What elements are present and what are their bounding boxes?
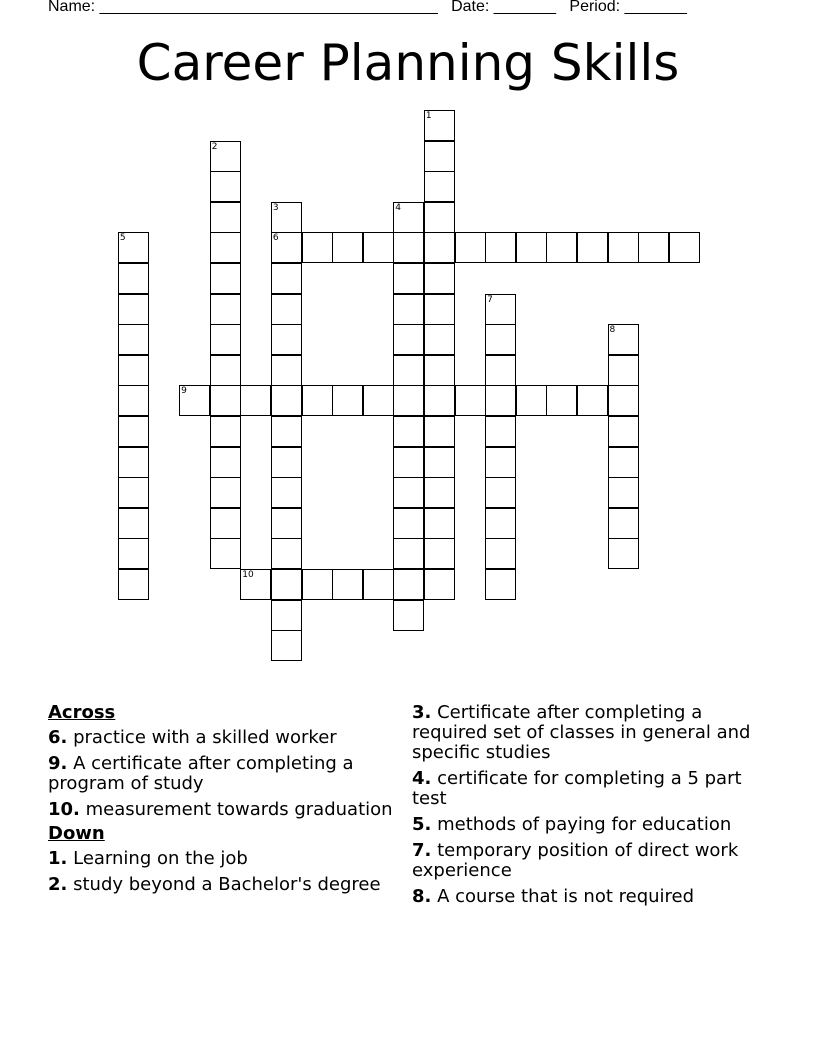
crossword-cell[interactable] — [424, 447, 455, 478]
crossword-cell[interactable] — [393, 569, 424, 600]
crossword-cell[interactable] — [271, 538, 302, 569]
crossword-cell[interactable] — [302, 232, 333, 263]
crossword-cell[interactable] — [485, 324, 516, 355]
cell-number: 10 — [242, 570, 254, 580]
crossword-cell[interactable] — [608, 416, 639, 447]
crossword-cell[interactable] — [210, 232, 241, 263]
page-title: Career Planning Skills — [136, 34, 680, 92]
clue-across-9: 9. A certificate after completing a program of study — [48, 753, 354, 794]
crossword-cell[interactable] — [424, 355, 455, 386]
crossword-cell[interactable] — [424, 385, 455, 416]
crossword-cell[interactable] — [393, 385, 424, 416]
crossword-cell[interactable] — [210, 324, 241, 355]
crossword-cell[interactable] — [118, 416, 149, 447]
crossword-cell[interactable] — [424, 416, 455, 447]
crossword-cell[interactable] — [546, 385, 577, 416]
cell-number: 1 — [425, 111, 432, 121]
crossword-cell[interactable] — [393, 294, 424, 325]
clue-down-1: 1. Learning on the job — [48, 848, 248, 869]
crossword-cell[interactable] — [669, 232, 700, 263]
clue-down-7: 7. temporary position of direct work experience — [412, 840, 739, 881]
crossword-cell[interactable] — [577, 385, 608, 416]
crossword-cell[interactable] — [210, 538, 241, 569]
crossword-cell[interactable] — [485, 538, 516, 569]
crossword-cell[interactable] — [118, 477, 149, 508]
crossword-cell[interactable] — [302, 569, 333, 600]
crossword-cell[interactable] — [210, 355, 241, 386]
crossword-cell[interactable] — [240, 385, 271, 416]
crossword-cell[interactable] — [271, 447, 302, 478]
crossword-cell[interactable] — [424, 569, 455, 600]
crossword-cell[interactable] — [485, 385, 516, 416]
crossword-cell[interactable] — [455, 232, 486, 263]
crossword-cell[interactable] — [271, 600, 302, 631]
crossword-cell[interactable] — [393, 416, 424, 447]
crossword-cell[interactable] — [210, 477, 241, 508]
crossword-cell[interactable] — [393, 324, 424, 355]
crossword-cell[interactable] — [210, 508, 241, 539]
cell-number: 7 — [487, 294, 493, 305]
clue-across-10: 10. measurement towards graduation — [48, 799, 393, 820]
crossword-cell[interactable] — [210, 416, 241, 447]
clue-across-6: 6. practice with a skilled worker — [48, 727, 337, 748]
crossword-cell[interactable] — [118, 263, 149, 294]
crossword-cell[interactable] — [516, 232, 547, 263]
crossword-cell[interactable] — [393, 477, 424, 508]
cell-number: 9 — [181, 386, 187, 397]
crossword-cell[interactable] — [485, 477, 516, 508]
crossword-cell[interactable] — [424, 508, 455, 539]
crossword-cell[interactable] — [271, 324, 302, 355]
crossword-cell[interactable] — [271, 569, 302, 600]
crossword-cell[interactable] — [608, 538, 639, 569]
cell-number: 6 — [272, 233, 279, 244]
crossword-cell[interactable] — [118, 324, 149, 355]
crossword-cell[interactable] — [608, 385, 639, 416]
crossword-cell[interactable] — [210, 447, 241, 478]
crossword-cell[interactable] — [363, 232, 394, 263]
crossword-cell[interactable] — [393, 202, 424, 233]
crossword-cell[interactable] — [485, 447, 516, 478]
crossword-cell[interactable] — [271, 202, 302, 233]
crossword-cell[interactable] — [271, 630, 302, 661]
crossword-cell[interactable] — [271, 508, 302, 539]
crossword-cell[interactable] — [424, 477, 455, 508]
crossword-cell[interactable] — [332, 569, 363, 600]
crossword-cell[interactable] — [210, 141, 241, 172]
date-blank: _______ — [493, 0, 557, 15]
down-heading: Down — [48, 823, 105, 844]
crossword-cell[interactable] — [485, 569, 516, 600]
crossword-cell[interactable] — [118, 569, 149, 600]
crossword-cell[interactable] — [210, 171, 241, 202]
crossword-cell[interactable] — [363, 569, 394, 600]
crossword-cell[interactable] — [608, 355, 639, 386]
crossword-cell[interactable] — [118, 538, 149, 569]
clue-down-8: 8. A course that is not required — [412, 886, 695, 907]
crossword-cell[interactable] — [424, 171, 455, 202]
crossword-cell[interactable] — [118, 447, 149, 478]
date-label: Date: — [451, 0, 490, 15]
period-label: Period: — [569, 0, 621, 15]
crossword-cell[interactable] — [271, 294, 302, 325]
cell-number: 8 — [609, 325, 616, 336]
crossword-cell[interactable] — [271, 385, 302, 416]
crossword-cell[interactable] — [424, 538, 455, 569]
crossword-cell[interactable] — [210, 385, 241, 416]
crossword-cell[interactable] — [485, 294, 516, 325]
period-blank: _______ — [624, 0, 687, 15]
crossword-cell[interactable] — [608, 232, 639, 263]
crossword-cell[interactable] — [118, 385, 149, 416]
cell-number: 5 — [119, 233, 126, 244]
crossword-cell[interactable] — [393, 263, 424, 294]
crossword-cell[interactable] — [608, 477, 639, 508]
crossword-cell[interactable] — [608, 508, 639, 539]
name-label: Name: — [48, 0, 96, 15]
crossword-cell[interactable] — [210, 294, 241, 325]
cell-number: 3 — [272, 202, 279, 213]
crossword-cell[interactable] — [271, 477, 302, 508]
crossword-cell[interactable] — [271, 263, 302, 294]
crossword-cell[interactable] — [393, 600, 424, 631]
cell-number: 4 — [395, 202, 402, 213]
crossword-cell[interactable] — [393, 447, 424, 478]
across-heading: Across — [48, 702, 116, 723]
crossword-cell[interactable] — [302, 385, 333, 416]
cell-number: 2 — [211, 141, 218, 152]
crossword-cell[interactable] — [424, 141, 455, 172]
crossword-cell[interactable] — [210, 202, 241, 233]
crossword-cell[interactable] — [424, 202, 455, 233]
clues-left-column — [48, 703, 393, 901]
crossword-cell[interactable] — [393, 232, 424, 263]
crossword-cell[interactable] — [516, 385, 547, 416]
crossword-cell[interactable] — [363, 385, 394, 416]
crossword-cell[interactable] — [577, 232, 608, 263]
crossword-cell[interactable] — [393, 508, 424, 539]
clue-down-4: 4. certificate for completing a 5 part test — [412, 768, 742, 809]
crossword-cell[interactable] — [485, 416, 516, 447]
crossword-cell[interactable] — [118, 508, 149, 539]
crossword-cell[interactable] — [179, 385, 210, 416]
crossword-cell[interactable] — [393, 538, 424, 569]
crossword-cell[interactable] — [638, 232, 669, 263]
crossword-cell[interactable] — [424, 110, 455, 141]
crossword-cell[interactable] — [608, 324, 639, 355]
crossword-cell[interactable] — [485, 508, 516, 539]
crossword-cell[interactable] — [424, 232, 455, 263]
clue-down-2: 2. study beyond a Bachelor's degree — [48, 874, 381, 895]
crossword-cell[interactable] — [118, 355, 149, 386]
crossword-cell[interactable] — [485, 232, 516, 263]
crossword-cell[interactable] — [424, 324, 455, 355]
crossword-cell[interactable] — [424, 263, 455, 294]
clue-down-5: 5. methods of paying for education — [412, 814, 732, 835]
crossword-cell[interactable] — [332, 232, 363, 263]
crossword-cell[interactable] — [118, 294, 149, 325]
crossword-cell[interactable] — [271, 416, 302, 447]
clue-down-3: 3. Certificate after completing a required set of classes in general and specific studies — [412, 702, 751, 763]
crossword-cell[interactable] — [118, 232, 149, 263]
crossword-cell[interactable] — [455, 385, 486, 416]
crossword-cell[interactable] — [271, 355, 302, 386]
crossword-cell[interactable] — [485, 355, 516, 386]
crossword-cell[interactable] — [332, 385, 363, 416]
crossword-cell[interactable] — [240, 569, 271, 600]
crossword-cell[interactable] — [393, 355, 424, 386]
crossword-cell[interactable] — [210, 263, 241, 294]
crossword-cell[interactable] — [546, 232, 577, 263]
crossword-cell[interactable] — [608, 447, 639, 478]
crossword-cell[interactable] — [271, 232, 302, 263]
clues-right-column — [412, 703, 772, 913]
name-blank: ______________________________________ — [99, 0, 438, 15]
crossword-cell[interactable] — [424, 294, 455, 325]
